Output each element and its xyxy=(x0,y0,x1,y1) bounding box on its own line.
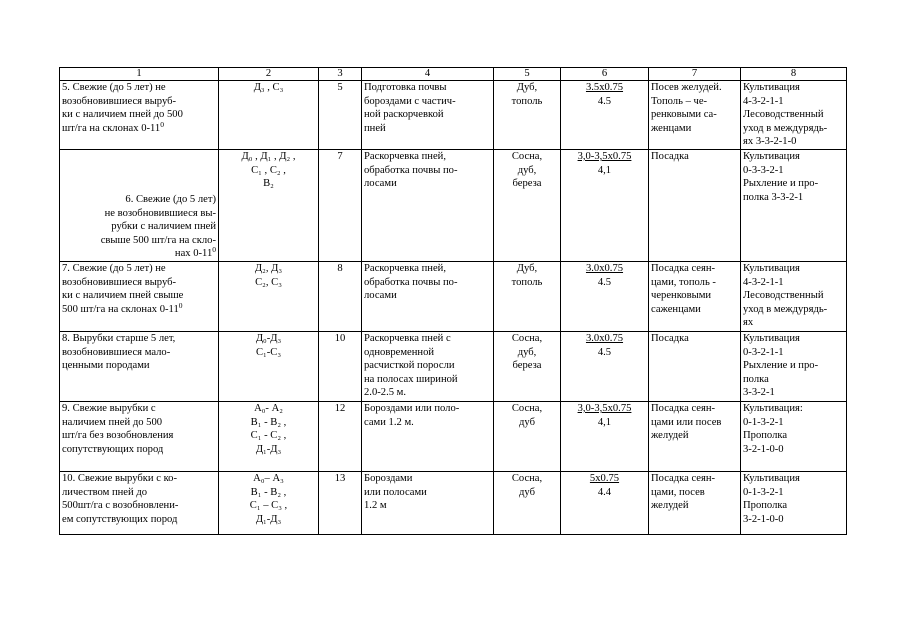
table-row xyxy=(60,149,847,261)
table-row xyxy=(60,471,847,534)
table-row xyxy=(60,261,847,331)
condition-cell xyxy=(60,81,219,150)
species-cell: Дуб, тополь xyxy=(494,81,561,150)
spacing-cell xyxy=(561,401,649,471)
header-cell-1: 1 xyxy=(60,68,219,81)
scheme-number-cell: 7 xyxy=(319,149,362,261)
scheme-number-cell: 13 xyxy=(319,471,362,534)
spacing-cell xyxy=(561,149,649,261)
table-row xyxy=(60,331,847,401)
planting-method-cell: Посадка сеян- цами или посев желудей xyxy=(649,401,741,471)
planting-method-cell: Посадка xyxy=(649,149,741,261)
condition-text: 7. Свежие (до 5 лет) не возобновившиеся выруб- ки с наличием пней свыше 500 шт/га на склонах 0-11 xyxy=(62,262,184,315)
spacing-value: 3,0-3,5х0.75 xyxy=(577,402,632,414)
tending-cell: Культивация 0-3-2-1-1 Рыхление и про- полка 3-3-2-1 xyxy=(741,331,847,401)
tending-cell: Культивация 0-1-3-2-1 Прополка 3-2-1-0-0 xyxy=(741,471,847,534)
spacing-fraction xyxy=(578,150,632,177)
planting-method-cell: Посадка сеян- цами, посев желудей xyxy=(649,471,741,534)
spacing-cell xyxy=(561,471,649,534)
silviculture-table xyxy=(59,67,847,535)
soil-preparation-cell: Раскорчевка пней, обработка почвы по- лосами xyxy=(362,261,494,331)
header-cell-3: 3 xyxy=(319,68,362,81)
density-value: 4.4 xyxy=(597,486,612,498)
condition-text: 10. Свежие вырубки с ко- личеством пней до 500шт/га с возобновлени- ем сопутствующих пород xyxy=(62,472,179,525)
species-cell: Сосна, дуб xyxy=(494,401,561,471)
condition-cell xyxy=(60,261,219,331)
condition-cell xyxy=(60,401,219,471)
forest-type-cell: Д₀-Д₃ С₁-С₃ xyxy=(219,331,319,401)
density-value: 4,1 xyxy=(597,164,612,176)
tending-cell: Культивация 0-3-3-2-1 Рыхление и про- полка 3-3-2-1 xyxy=(741,149,847,261)
density-value: 4.5 xyxy=(597,95,612,107)
degree-sup: 0 xyxy=(212,245,216,255)
soil-preparation-cell: Бороздами или поло- сами 1.2 м. xyxy=(362,401,494,471)
spacing-fraction xyxy=(586,332,623,359)
scheme-number-cell: 5 xyxy=(319,81,362,150)
condition-text: 8. Вырубки старше 5 лет, возобновившиеся мало- ценными породами xyxy=(62,332,176,372)
planting-method-cell: Посев желудей. Тополь – че- ренковыми са- женцами xyxy=(649,81,741,150)
planting-method-cell: Посадка xyxy=(649,331,741,401)
forest-type-cell: Д₃ , С₃ xyxy=(219,81,319,150)
species-cell: Сосна, дуб, береза xyxy=(494,149,561,261)
scheme-number-cell: 8 xyxy=(319,261,362,331)
spacing-fraction xyxy=(578,402,632,429)
spacing-value: 3.5х0.75 xyxy=(585,82,624,93)
condition-text: 5. Свежие (до 5 лет) не возобновившиеся выруб- ки с наличием пней до 500 шт/га на склонах 0-11 xyxy=(62,82,183,134)
soil-preparation-cell: Раскорчевка пней, обработка почвы по- лосами xyxy=(362,149,494,261)
spacing-fraction xyxy=(586,81,623,108)
forest-type-cell: Д₀ , Д₁ , Д₂ , С₁ , С₂ , В₂ xyxy=(219,149,319,261)
soil-preparation-cell: Подготовка почвы бороздами с частич- ной раскорчевкой пней xyxy=(362,81,494,150)
spacing-value: 3.0х0.75 xyxy=(585,332,624,344)
tending-cell: Культивация: 0-1-3-2-1 Прополка 3-2-1-0-0 xyxy=(741,401,847,471)
condition-cell xyxy=(60,471,219,534)
header-cell-5: 5 xyxy=(494,68,561,81)
species-cell: Сосна, дуб xyxy=(494,471,561,534)
planting-method-cell: Посадка сеян- цами, тополь - черенковыми саженцами xyxy=(649,261,741,331)
spacing-cell xyxy=(561,81,649,150)
density-value: 4.5 xyxy=(597,346,612,358)
header-cell-7: 7 xyxy=(649,68,741,81)
spacing-fraction xyxy=(590,472,619,499)
tending-cell: Культивация 4-3-2-1-1 Лесоводственный уход в междурядь- ях xyxy=(741,261,847,331)
spacing-value: 3.0х0.75 xyxy=(585,262,624,274)
soil-preparation-cell: Бороздами или полосами 1.2 м xyxy=(362,471,494,534)
species-cell: Сосна, дуб, береза xyxy=(494,331,561,401)
tending-cell: Культивация 4-3-2-1-1 Лесоводственный уход в междурядь- ях 3-3-2-1-0 xyxy=(741,81,847,150)
spacing-cell xyxy=(561,261,649,331)
table-row xyxy=(60,81,847,150)
condition-text: 6. Свежие (до 5 лет) не возобновившиеся вы- рубки с наличием пней свыше 500 шт/га на скло- нах 0-11 xyxy=(100,194,216,260)
spacing-value: 5х0.75 xyxy=(589,472,620,484)
spacing-value: 3,0-3,5х0.75 xyxy=(577,150,632,162)
header-row xyxy=(60,68,847,81)
forest-type-cell: А₀- А₂ В₁ - В₂ , С₁ - С₂ , Д₁-Д₃ xyxy=(219,401,319,471)
scheme-number-cell: 10 xyxy=(319,331,362,401)
degree-sup: 0 xyxy=(178,300,183,310)
header-cell-8: 8 xyxy=(741,68,847,81)
header-cell-4: 4 xyxy=(362,68,494,81)
species-cell: Дуб, тополь xyxy=(494,261,561,331)
forest-type-cell: А₀– А₃ В₁ - В₂ , С₁ – С₃ , Д₁-Д₃ xyxy=(219,471,319,534)
header-cell-2: 2 xyxy=(219,68,319,81)
spacing-cell xyxy=(561,331,649,401)
condition-text: 9. Свежие вырубки с наличием пней до 500 шт/га без возобновления сопутствующих пород xyxy=(62,402,174,455)
spacing-fraction xyxy=(586,262,623,289)
soil-preparation-cell: Раскорчевка пней с одновременной расчисткой поросли на полосах шириной 2.0-2.5 м. xyxy=(362,331,494,401)
table-row xyxy=(60,401,847,471)
header-cell-6: 6 xyxy=(561,68,649,81)
forest-type-cell: Д₂, Д₃ С₂, С₃ xyxy=(219,261,319,331)
degree-sup: 0 xyxy=(160,119,164,129)
scheme-number-cell: 12 xyxy=(319,401,362,471)
condition-cell xyxy=(60,331,219,401)
density-value: 4,1 xyxy=(597,416,612,428)
condition-cell xyxy=(60,149,219,261)
density-value: 4.5 xyxy=(597,276,612,288)
